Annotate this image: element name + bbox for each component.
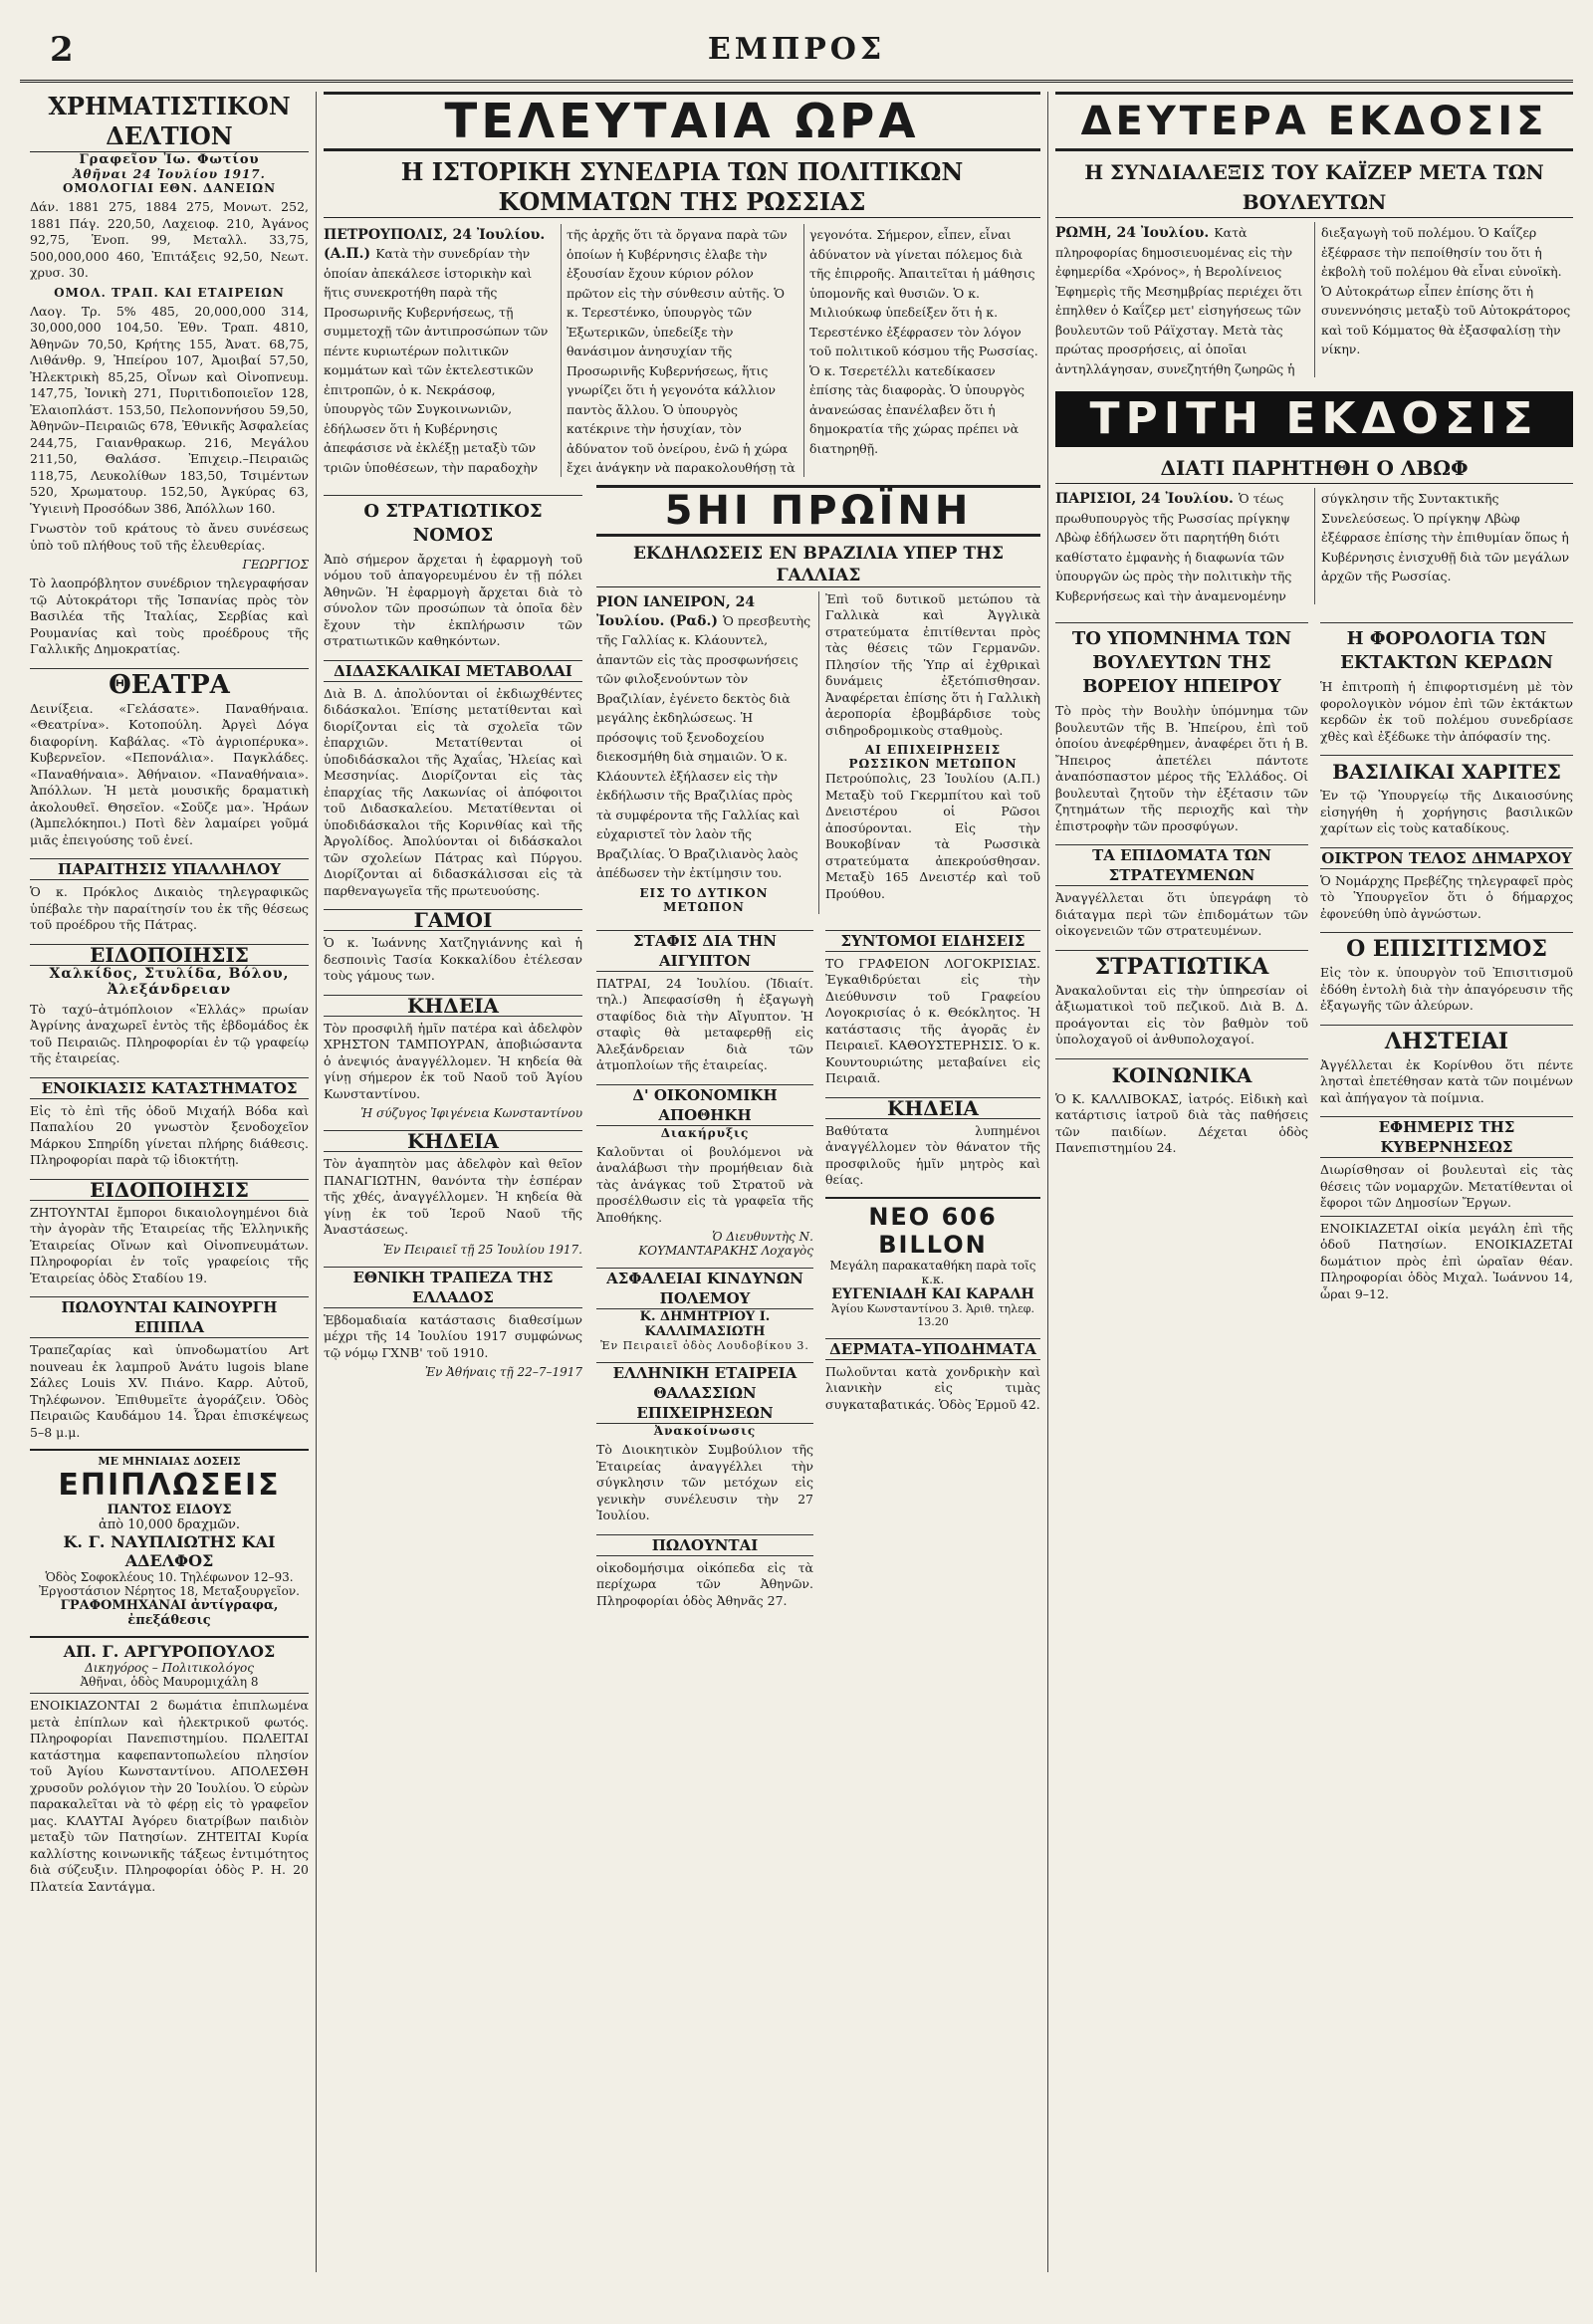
- finance-date: Ἀθῆναι 24 Ἰουλίου 1917.: [73, 167, 266, 181]
- royal-heading: ΒΑΣΙΛΙΚΑΙ ΧΑΡΙΤΕΣ: [1320, 755, 1573, 784]
- furniture-ad: [30, 1449, 309, 1628]
- kaiser-subheadline: Η ΣΥΝΔΙΑΛΕΞΙΣ ΤΟΥ ΚΑΪΖΕΡ ΜΕΤΑ ΤΩΝ ΒΟΥΛΕΥΤΩΝ: [1055, 157, 1573, 218]
- military-heading: ΣΤΡΑΤΙΩΤΙΚΑ: [1055, 950, 1308, 979]
- lvov-text: Ὁ τέως πρωθυπουργὸς τῆς Ρωσσίας πρίγκηψ Λβὼφ ἐδήλωσεν ὅτι παρητήθη διότι καθίστατο ἐμφανὴς ἡ διαφωνία τῶν ὑπουργῶν ὡς πρὸς τὴν πολιτικὴν τῆς Κυβερνήσεως καὶ τὴν ἀναμενομένην σύγκλησιν τῆς Συντακτικῆς Συνελεύσεως. Ὁ πρίγκηψ Λβὼφ ἐξέφρασε ἐπίσης τὴν ἐπιθυμίαν ὅπως ἡ Κυβέρνησις ἐνισχυθῇ διὰ τῶν μεγάλων ἀρχῶν τῆς Ρωσσίας.: [1055, 491, 1570, 603]
- raisin-text: ΠΑΤΡΑΙ, 24 Ἰουλίου. (Ἰδιαίτ. τηλ.) Ἀπεφασίσθη ἡ ἐξαγωγὴ σταφίδος διὰ τὴν Αἴγυπτον. Ἡ σταφὶς θὰ μεταφερθῇ εἰς Ἀλεξάνδρειαν διὰ τῶν ἀτμοπλοίων τῆς ἑταιρείας.: [596, 975, 813, 1072]
- robbery-heading: ΛΗΣΤΕΙΑΙ: [1320, 1025, 1573, 1053]
- main-dateline: ΠΕΤΡΟΥΠΟΛΙΣ, 24 Ἰουλίου. (Α.Π.): [324, 227, 546, 262]
- third-edition-headline: ΤΡΙΤΗ ΕΚΔΟΣΙΣ: [1055, 391, 1573, 447]
- for-sale-heading: ΠΩΛΟΥΝΤΑΙ: [596, 1534, 813, 1556]
- kaiser-dateline: ΡΩΜΗ, 24 Ἰουλίου.: [1055, 225, 1210, 241]
- neo-billon-text: Μεγάλη παρακαταθήκη παρὰ τοῖς κ.κ.: [829, 1258, 1036, 1286]
- thanks-text: Τὸν προσφιλῆ ἡμῖν πατέρα καὶ ἀδελφὸν ΧΡΗΣΤΟΝ ΤΑΜΠΟΥΡΑΝ, ἀποβιώσαντα ὁ ἀνεψιός ἀναγγέλλομεν. Ἡ κηδεία θὰ γίνῃ σήμερον ἐκ τοῦ Ναοῦ τοῦ Ἁγίου Κωνσταντίνου.: [324, 1020, 582, 1101]
- ad-subline-2: ἀπὸ 10,000 δραχμῶν.: [98, 1517, 241, 1532]
- theatre-heading: ΘΕΑΤΡΑ: [30, 668, 309, 697]
- news-text: Γνωστὸν τοῦ κράτους τὸ ἄνευ συνέσεως ὑπὸ τοῦ πλήθους τοῦ τῆς ἐλευθερίας.: [30, 521, 309, 553]
- center-right-lower-right: [825, 920, 1040, 1614]
- teachers-text: Διὰ Β. Δ. ἀπολύονται οἱ ἐκδιωχθέντες διδάσκαλοι. Ἐπίσης μετατίθενται καὶ διορίζονται εἰς τὰ σχολεῖα τῶν ἐπαρχιῶν. Μετατίθενται οἱ ὑποδιδάσκαλοι τῆς Ἀχαΐας, Ἠλείας καὶ Μεσσηνίας. Διορίζονται εἰς τὰς ἐπαρχίας τῆς Λακωνίας οἱ ἀπόφοιτοι τοῦ Διδασκαλείου. Μετατίθενται οἱ ὑποδιδάσκαλοι τῆς Κορινθίας καὶ τῆς Ἀργολίδος. Ἀπολύονται οἱ διδάσκαλοι τῶν σχολείων Πάτρας καὶ Πύργου. Διορίζονται αἱ διδασκάλισσαι εἰς τὰ παρθεναγωγεῖα τῆς πρωτευούσης.: [324, 685, 582, 898]
- mayor-heading: ΟΙΚΤΡΟΝ ΤΕΛΟΣ ΔΗΜΑΡΧΟΥ: [1321, 848, 1572, 867]
- western-front-heading: ΕΙΣ ΤΟ ΔΥΤΙΚΟΝ ΜΕΤΩΠΟΝ: [639, 885, 769, 914]
- funeral-date: Ἐν Πειραιεῖ τῇ 25 Ἰουλίου 1917.: [382, 1242, 582, 1257]
- theatre-text: Δεινίξεια. «Γελάσατε». Παναθήναια. «Θεατρίνα». Κοτοπούλη. Ἀργεὶ Δόγα διαφορίνη. Καβάλας. «Τὸ ἀγριοπέρυκα». Κυβερνεῖον. «Πεπονάλια». Παγκλάδες. «Παναθήναια». Ἀθήναιον. «Παναθήναια». Ἀπόλλων. Ἡ μετὰ μουσικῆς δραματικὴ ἀκολουθεῖ. Θησεῖον. «Σοῦζε μα». Ἠράων (Ἀμπελόκηποι.) Ποτὶ δὲν λαμαίρει γοῦμά μιᾶς ἐπειγούσης τοῦ ἐνεί.: [30, 700, 309, 847]
- page-number: 2: [50, 30, 74, 70]
- bank-heading: ΕΘΝΙΚΗ ΤΡΑΠΕΖΑ ΤΗΣ ΕΛΛΑΔΟΣ: [324, 1267, 582, 1308]
- funeral-text: Τὸν ἀγαπητὸν μας ἀδελφὸν καὶ θεῖον ΠΑΝΑΓΙΩΤΗΝ, θανόντα τὴν ἑσπέραν τῆς χθές, ἀναγγέλλομεν. Ἡ κηδεία θὰ γίνῃ ἐκ τοῦ Ἱεροῦ Ναοῦ τῆς Ἀναστάσεως.: [324, 1156, 582, 1237]
- tax-text: Ἡ ἐπιτροπὴ ἡ ἐπιφορτισμένη μὲ τὸν φορολογικὸν νόμον ἐπὶ τῶν ἐκτάκτων κερδῶν ἐκ τοῦ πολέμου συνεδρίασε χθὲς καὶ ἐξέδωκε τὴν ἀπόφασίν της.: [1320, 679, 1573, 744]
- second-edition-headline: ΔΕΥΤΕΡΑ ΕΚΔΟΣΙΣ: [1055, 92, 1573, 151]
- finance-subheading-3: ΟΜΟΛ. ΤΡΑΠ. ΚΑΙ ΕΤΑΙΡΕΙΩΝ: [54, 285, 285, 300]
- ad-firm: Κ. Γ. ΝΑΥΠΛΙΩΤΗΣ ΚΑΙ ΑΔΕΛΦΟΣ: [63, 1532, 276, 1570]
- funeral-heading: ΚΗΔΕΙΑ: [324, 1130, 582, 1152]
- masthead: [20, 20, 1573, 83]
- social-text: Ὁ Κ. ΚΑΛΛΙΒΟΚΑΣ, ἰατρός. Εἰδικὴ καὶ κατάρτισις ἰατροῦ διὰ τὰς παθήσεις τῶν παιδίων. Δέχεται ὁδὸς Πανεπιστημίου 24.: [1055, 1090, 1308, 1155]
- teachers-heading: ΔΙΔΑΣΚΑΛΙΚΑΙ ΜΕΤΑΒΟΛΑΙ: [324, 660, 582, 682]
- russian-front-text: Πετρούπολις, 23 Ἰουλίου (Α.Π.) Μεταξὺ τοῦ Γκερμπίτου καὶ τοῦ Δνειστέρου οἱ Ρῶσοι ἀποσύρονται. Εἰς τὴν Βουκοβίναν τὰ Ρωσσικὰ στρατεύματα ἀπεκρούσθησαν. Μεταξὺ 165 Δνειστέρ καὶ τοῦ Προύθου.: [825, 771, 1040, 901]
- warehouse-heading: Δ' ΟΙΚΟΝΟΜΙΚΗ ΑΠΟΘΗΚΗ: [596, 1084, 813, 1126]
- for-sale-text: οἰκοδομήσιμα οἰκόπεδα εἰς τὰ περίχωρα τῶν Ἀθηνῶν. Πληροφορίαι ὁδὸς Ἀθηνᾶς 27.: [596, 1559, 813, 1608]
- neo-billon-address: Ἁγίου Κωνσταντίνου 3. Ἀριθ. τηλεφ. 13.20: [831, 1301, 1034, 1328]
- brazil-text: Ὁ πρεσβευτὴς τῆς Γαλλίας κ. Κλάουντελ, ἀπαντῶν εἰς τὰς προσφωνήσεις τῶν φιλοξενούντων τὸν Βραζιλίαν, ἐγένετο δεκτὸς διὰ μεγάλης ἐκδηλώσεως. Ἡ πρόσοψις τοῦ ξενοδοχείου διεκοσμήθη διὰ σημαιῶν. Ὁ κ. Κλάουντελ ἐξήλασεν εἰς τὴν ἐκδήλωσιν τῆς Βραζιλίας πρὸς τὰ συμφέροντα τῆς Γαλλίας καὶ εὐχαριστεῖ τὸν λαὸν τῆς Βραζιλίας. Ὁ Βραζιλιανὸς λαὸς ἀπέδωσεν τὴν ἐκτίμησιν του.: [596, 612, 811, 880]
- rent-heading: ΕΝΟΙΚΙΑΣΙΣ ΚΑΤΑΣΤΗΜΑΤΟΣ: [30, 1077, 309, 1099]
- maritime-subheading: Ἀνακοίνωσις: [653, 1424, 757, 1438]
- furniture-heading: ΠΩΛΟΥΝΤΑΙ ΚΑΙΝΟΥΡΓΗ ΕΠΙΠΛΑ: [30, 1296, 309, 1338]
- finance-subheading: Γραφεῖον Ἰω. Φωτίου: [79, 152, 260, 167]
- memo-text: Τὸ πρὸς τὴν Βουλὴν ὑπόμνημα τῶν βουλευτῶν τῆς Β. Ἠπείρου, ἐπὶ τοῦ ὁποίου ἀνεφέρθημεν, ἀναφέρει ὅτι ἡ Β. Ἤπειρος ἀπετέλει πάντοτε ἀναπόσπαστον μέρος τῆς Ἑλλάδος. Οἱ βουλευταὶ ζητοῦν τὴν ἐξέτασιν τῶν ζητημάτων τῆς περιοχῆς καὶ τὴν ἐπιστροφὴν τῶν προσφύγων.: [1055, 703, 1308, 833]
- supply-text: Εἰς τὸν κ. ὑπουργὸν τοῦ Ἐπισιτισμοῦ ἐδόθη ἐντολὴ διὰ τὴν ἀπαγόρευσιν τῆς ἐξαγωγῆς τῶν ἀλεύρων.: [1320, 965, 1573, 1013]
- kaiser-article: [1055, 222, 1573, 377]
- military-text: Ἀνακαλοῦνται εἰς τὴν ὑπηρεσίαν οἱ ἀξιωματικοὶ τοῦ πεζικοῦ. Διὰ Β. Δ. προάγονται εἰς τὸν βαθμὸν τοῦ ὑπολοχαγοῦ οἱ ἀνθυπολοχαγοί.: [1055, 982, 1308, 1046]
- left-column: [30, 92, 309, 2272]
- notice-text: Τὸ ταχύ–ἀτμόπλοιον «Ἑλλάς» πρωίαν Ἀγρίνης ἀναχωρεῖ ἐντὸς τῆς ἑβδομάδος ἐκ τοῦ Πειραιῶς. Πληροφορίαι ἐν τῷ γραφείῳ τῆς ἑταιρείας.: [30, 1001, 309, 1065]
- main-headline: ΤΕΛΕΥΤΑΙΑ ΩΡΑ: [324, 92, 1040, 151]
- bank-signature: Ἐν Ἀθήναις τῇ 22–7–1917: [424, 1365, 582, 1379]
- lvov-dateline: ΠΑΡΙΣΙΟΙ, 24 Ἰουλίου.: [1055, 491, 1234, 507]
- lawyer-name: ΑΠ. Γ. ΑΡΓΥΡΟΠΟΥΛΟΣ: [63, 1642, 276, 1661]
- ad-footer: ΓΡΑΦΟΜΗΧΑΝΑΙ ἀντίγραφα, ἐπεξάθεσις: [60, 1598, 279, 1628]
- funeral-heading-2: ΚΗΔΕΙΑ: [825, 1097, 1040, 1119]
- news-signature: ΓΕΩΡΓΙΟΣ: [242, 558, 309, 572]
- western-front-text: Ἐπὶ τοῦ δυτικοῦ μετώπου τὰ Γαλλικὰ καὶ Ἀγγλικὰ στρατεύματα ἐπιτίθενται πρὸς τὰς θέσεις τῶν Γερμανῶν. Πλησίον τῆς Ὑπρ αἱ ἐχθρικαὶ δυνάμεις ἐξετόπισθησαν. Ἀναφέρεται ἐπίσης ὅτι ἡ Γαλλικὴ ἀεροπορία ἐβομβάρδισε τοὺς σιδηροδρομικοὺς σταθμοὺς.: [825, 590, 1040, 738]
- newspaper-title: ΕΜΠΡΟΣ: [707, 32, 886, 67]
- right-lower-left: [1055, 612, 1308, 1306]
- russian-front-heading: ΑΙ ΕΠΙΧΕΙΡΗΣΕΙΣ ΡΩΣΣΙΚΟΝ ΜΕΤΩΠΟΝ: [848, 743, 1018, 771]
- funeral-text-2: Βαθύτατα λυπημένοι ἀναγγέλλομεν τὸν θάνατον τῆς προσφιλοῦς ἡμῖν μητρὸς καὶ θείας.: [825, 1122, 1040, 1187]
- column-rule: [316, 92, 317, 2272]
- royal-text: Ἐν τῷ Ὑπουργείῳ τῆς Δικαιοσύνης εἰσηγήθη ἡ χορήγησις βασιλικῶν χαρίτων εἰς τοὺς καταδίκους.: [1320, 788, 1573, 835]
- mayor-text: Ὁ Νομάρχης Πρεβέζης τηλεγραφεῖ πρὸς τὸ Ὑπουργεῖον ὅτι ὁ δήμαρχος ἐφονεύθη ὑπὸ ἀγνώστων.: [1320, 872, 1573, 921]
- law-heading: Ο ΣΤΡΑΤΙΩΤΙΚΟΣ ΝΟΜΟΣ: [324, 495, 582, 548]
- main-text: Κατὰ τὴν συνεδρίαν τὴν ὁποίαν ἀπεκάλεσε ἱστορικὴν καὶ ἥτις συνεκροτήθη παρὰ τῆς Προσωρινῆς Κυβερνήσεως, τῇ συμμετοχῇ τῶν ἀντιπροσώπων τῶν πέντε κυριωτέρων πολιτικῶν κομμάτων καὶ τῶν ἐκτελεστικῶν ἐπιτροπῶν, ὁ κ. Νεκράσοφ, ὑπουργὸς τῶν Συγκοινωνιῶν, ἐδήλωσεν ὅτι ἡ Κυβέρνησις ἀπεφάσισε νὰ ἐκλέξῃ μεταξὺ τῶν τριῶν ὑποθέσεων, τὴν παραδοχὴν τῆς ἀρχῆς ὅτι τὰ ὄργανα παρὰ τῶν ὁποίων ἡ Κυβέρνησις ἐλαβε τὴν ἐξουσίαν ἔχουν κύριον ρόλον πρῶτον εἰς τὴν σύνθεσιν αὐτῆς. Ὁ κ. Τερεστένκο, ὑπουργὸς τῶν Ἐξωτερικῶν, ὑπεδείξε τὴν θανάσιμον ἀνησυχίαν τῆς Προσωρινῆς Κυβερνήσεως, ἥτις γνωρίζει ὅτι ἡ γεγονότα κάλλιον παντὸς ἄλλου. Ὁ ὑπουργὸς κατέκρινε τὴν ἡσυχίαν, τὸν ἀδύνατον τοῦ ὀνείρου, ἐνῶ ἡ χώρα ἔχει ἀνάγκην νὰ παρακολουθήσῃ τὰ γεγονότα. Σήμερον, εἶπεν, εἶναι ἀδύνατον νὰ γίνεται πόλεμος διὰ τῆς ἐπιρροῆς. Ἀπαιτεῖται ἡ μάθησις ὑπομονῆς καὶ θυσιῶν. Ὁ κ. Μιλιούκωφ ὑπεδείξεν ὅτι ἡ κ. Τερεστένκο ἐξέφρασεν τὸν λόγον τοῦ πολιτικοῦ κόσμου τῆς Ρωσσίας. Ὁ κ. Τσερετέλλι κατεδίκασεν ἐπίσης τὰς διαφορὰς. Ὁ ὑπουργὸς ἀνανεώσας ἐπανέλαβεν ὅτι ἡ δημοκρατία τῆς χώρας πρέπει νὰ διατηρηθῇ.: [324, 227, 1038, 475]
- lawyer-title: Δικηγόρος – Πολιτικολόγος: [85, 1661, 254, 1675]
- finance-heading: ΧΡΗΜΑΤΙΣΤΙΚΟΝ ΔΕΛΤΙΟΝ: [30, 92, 309, 152]
- furniture-text: Τραπεζαρίας καὶ ὑπνοδωματίου Art nouveau ἐκ λαμπροῦ Ἀνάτυ lugois blane Σάλες Louis XV. Πιάνο. Καρρ. Αὐτοῦ, Τηλέφωνον. Ἐπιθυμεῖτε ἀγοράζειν. Ὁδὸς Πειραιῶς Καυδάμου 14. Ὧραι ἐπισκέψεως 5–8 μ.μ.: [30, 1342, 309, 1440]
- notice-heading: ΕΙΔΟΠΟΙΗΣΙΣ: [30, 944, 309, 966]
- gazette-heading: ΕΦΗΜΕΡΙΣ ΤΗΣ ΚΥΒΕΡΝΗΣΕΩΣ: [1320, 1116, 1573, 1158]
- weddings-heading: ΓΑΜΟΙ: [324, 909, 582, 931]
- lvov-subheadline: ΔΙΑΤΙ ΠΑΡΗΤΗΘΗ Ο ΛΒΩΦ: [1055, 453, 1573, 484]
- column-rule: [1047, 92, 1048, 2272]
- robbery-text: Ἀγγέλλεται ἐκ Κορίνθου ὅτι πέντε λησταὶ ἐπετέθησαν κατὰ τῶν ποιμένων καὶ ἀπήγαγον τὰ ποίμνια.: [1320, 1056, 1573, 1105]
- finance-text-2: Λαογ. Τρ. 5% 485, 20,000,000 314, 30,000,000 104,50. Ἐθν. Τραπ. 4810, Ἀθηνῶν 70,50, Κρήτης 155, Ἀνατ. 68,75, Λιθάνθρ. 9, Ἠπείρου 107, Ἀμοιβαί 57,50, Ἠλεκτρικὴ 85,25, Οἶνων καὶ Οἰνοπνευμ. 147,75, Ἰονικὴ 271, Πυριτιδοποιεῖον 128, Ἐλαιοπλάστ. 153,50, Πελοποννήσου 59,50, Ἀθηνῶν–Πειραιῶς 678, Ἐθνικῆς Ἀσφαλείας 244,75, Γαιανθρακωρ. 216, Μεγάλου 211,50, Θαλάσσ. Ἐπιχειρ.–Πειραιῶς 118,75, Λευκολίθων 183,50, Τσιμέντων 520, Χρωματουρ. 152,50, Ἀγκύρας 63, Ὑγιεινὴ Προσόδων 386, Ἀπόλλων 160.: [30, 303, 309, 516]
- brazil-dateline: ΡΙΟΝ ΙΑΝΕΙΡΟΝ, 24 Ἰουλίου. (Ραδ.): [596, 593, 756, 629]
- allowances-heading: ΤΑ ΕΠΙΔΟΜΑΤΑ ΤΩΝ ΣΤΡΑΤΕΥΜΕΝΩΝ: [1055, 844, 1308, 886]
- notice-text-2: ΖΗΤΟΥΝΤΑΙ ἔμποροι δικαιολογημένοι διὰ τὴν ἀγορὰν τῆς Ἑταιρείας τῆς Ἑλληνικῆς Ἑταιρείας Οἴνων καὶ Οἰνοπνευμάτων. Πληροφορίαι ἐν τοῖς γραφείοις τῆς Ἑταιρείας ὁδὸς Σταδίου 19.: [30, 1204, 309, 1285]
- news-text-2: Τὸ λαοπρόβλητον συνέδριον τηλεγραφήσαν τῷ Αὐτοκράτορι τῆς Ἰσπανίας πρὸς τὸν Βασιλέα τῆς Ἰταλίας, Σερβίας καὶ Ρουμανίας καὶ τοὺς προέδρους τῆς Γαλλικῆς Δημοκρατίας.: [30, 576, 309, 656]
- center-right-block: [596, 485, 1040, 1614]
- neo-billon-firm: ΕΥΓΕΝΙΑΔΗ ΚΑΙ ΚΑΡΑΛΗ: [831, 1285, 1034, 1302]
- center-lower: [324, 485, 1040, 1614]
- notice-heading-2: ΕΙΔΟΠΟΙΗΣΙΣ: [30, 1179, 309, 1201]
- ad-headline: ΕΠΙΠΛΩΣΕΙΣ: [58, 1468, 281, 1503]
- kaiser-text: Κατὰ πληροφορίας δημοσιευομένας εἰς τὴν ἐφημερίδα «Χρόνος», ἡ Βερολίνειος Ἐφημερὶς τῆς Μεσημβρίας περιέχει ὅτι ἐπηλθεν ὁ Καΐζερ μετ' εἰσηγήσεως τῶν βουλευτῶν τοῦ Ράϊχσταγ. Μετὰ τὰς πρώτας προσρήσεις, αἱ ὁποῖαι ἀντηλλάγησαν, συνεζητήθη ζωηρῶς ἡ διεξαγωγὴ τοῦ πολέμου. Ὁ Καΐζερ ἐξέφρασε τὴν πεποίθησίν του ὅτι ἡ ἐκβολὴ τοῦ πολέμου θὰ εἶναι εὐνοϊκὴ. Ὁ Αὐτοκράτωρ εἶπεν ἐπίσης ὅτι ἡ συνεννόησις μεταξὺ τοῦ Αὐτοκράτορος καὶ τοῦ Κόμματος θὰ ἐξασφαλίσῃ τὴν νίκην.: [1055, 225, 1571, 376]
- lawyer-ad: [30, 1636, 309, 1689]
- maritime-heading: ΕΛΛΗΝΙΚΗ ΕΤΑΙΡΕΙΑ ΘΑΛΑΣΣΙΩΝ ΕΠΙΧΕΙΡΗΣΕΩΝ: [596, 1362, 813, 1424]
- notice-resignation-heading: ΠΑΡΑΙΤΗΣΙΣ ΥΠΑΛΛΗΛΟΥ: [30, 858, 309, 880]
- right-column: [1055, 92, 1573, 2272]
- center-right-lower: [596, 920, 1040, 1614]
- rent-classifieds: ΕΝΟΙΚΙΑΖΕΤΑΙ οἰκία μεγάλη ἐπὶ τῆς ὁδοῦ Πατησίων. ΕΝΟΙΚΙΑΖΕΤΑΙ δωμάτιον πρὸς ἐπὶ ὡραῖαν θέαν. Πληροφορίαι ὁδὸς Μιχαλ. Ἰωάννου 14, ὧραι 9–12.: [1320, 1216, 1573, 1303]
- right-lower: [1055, 612, 1573, 1306]
- social-heading: ΚΟΙΝΩΝΙΚΑ: [1055, 1058, 1308, 1087]
- gazette-text: Διωρίσθησαν οἱ βουλευταὶ εἰς τὰς θέσεις τῶν νομαρχῶν. Μετατίθενται οἱ ἔφοροι τῶν Δημοσίων Ἔργων.: [1320, 1162, 1573, 1210]
- allowances-text: Ἀναγγέλλεται ὅτι ὑπεγράφη τὸ διάταγμα περὶ τῶν ἐπιδομάτων τῶν οἰκογενειῶν τῶν στρατευμένων.: [1055, 890, 1308, 938]
- thanks-signature: Ἡ σύζυγος Ἰφιγένεια Κωνσταντίνου: [360, 1106, 582, 1120]
- center-left-block: [324, 485, 582, 1614]
- notice-subheading: Χαλκίδος, Στυλίδα, Βόλου, Ἀλεξάνδρειαν: [49, 965, 290, 998]
- main-article: [324, 224, 1040, 477]
- leather-heading: ΔΕΡΜΑΤΑ–ΥΠΟΔΗΜΑΤΑ: [825, 1338, 1040, 1360]
- warehouse-text: Καλοῦνται οἱ βουλόμενοι νὰ ἀναλάβωσι τὴν προμήθειαν διὰ τὰς ἀνάγκας τοῦ Στρατοῦ νὰ προσέλθωσιν εἰς τὰ γραφεῖα τῆς Ἀποθήκης.: [596, 1143, 813, 1225]
- ad-subline: ΠΑΝΤΟΣ ΕΙΔΟΥΣ: [107, 1503, 232, 1517]
- finance-subheading-2: ΟΜΟΛΟΓΙΑΙ ΕΘΝ. ΔΑΝΕΙΩΝ: [62, 181, 277, 195]
- maritime-text: Τὸ Διοικητικὸν Συμβούλιον τῆς Ἑταιρείας ἀναγγέλλει τὴν σύγκλησιν τῶν μετόχων εἰς γενικὴν συνέλευσιν τὴν 27 Ἰουλίου.: [596, 1442, 813, 1522]
- weddings-text: Ὁ κ. Ἰωάννης Χατζηγιάννης καὶ ἡ δεσποινὶς Τασία Κοκκαλίδου ἐτέλεσαν τοὺς γάμους των.: [324, 935, 582, 983]
- thanks-heading: ΚΗΔΕΙΑ: [324, 995, 582, 1017]
- memo-heading: ΤΟ ΥΠΟΜΝΗΜΑ ΤΩΝ ΒΟΥΛΕΥΤΩΝ ΤΗΣ ΒΟΡΕΙΟΥ ΗΠΕΙΡΟΥ: [1055, 622, 1308, 699]
- right-lower-right: [1320, 612, 1573, 1306]
- lawyer-address: Ἀθῆναι, ὁδὸς Μαυρομιχάλη 8: [80, 1675, 259, 1689]
- finance-text: Δάν. 1881 275, 1884 275, Μονωτ. 252, 1881 Πάγ. 220,50, Λαχειοφ. 210, Ἀγάνος 92,75, Ἑνοπ. 99, Μεταλλ. 33,75, 500,000,000 460, Ἐπιτάξεις 92,50, Νεωτ. χρυσ. 30.: [30, 199, 309, 280]
- leather-text: Πωλοῦνται κατὰ χονδρικὴν καὶ λιανικὴν εἰς τιμὰς συγκαταβατικάς. Ὁδὸς Ἐρμοῦ 42.: [825, 1363, 1040, 1412]
- warehouse-signature: Ὁ Διευθυντὴς Ν. ΚΟΥΜΑΝΤΑΡΑΚΗΣ Λοχαγὸς: [638, 1230, 813, 1258]
- brazil-article: [596, 591, 1040, 914]
- tax-heading: Η ΦΟΡΟΛΟΓΙΑ ΤΩΝ ΕΚΤΑΚΤΩΝ ΚΕΡΔΩΝ: [1320, 622, 1573, 675]
- rent-text: Εἰς τὸ ἐπὶ τῆς ὁδοῦ Μιχαήλ Βόδα καὶ Παπαλίου 20 γνωστὸν ξενοδοχεῖον Μάρκου Σπηρίδη γίνεται πλήρης διάθεσις. Πληροφορίαι παρὰ τῷ ἰδιοκτήτῃ.: [30, 1102, 309, 1167]
- supply-heading: Ο ΕΠΙΣΙΤΙΣΜΟΣ: [1320, 932, 1573, 961]
- morning-headline: 5ΗΙ ΠΡΩΪΝΗ: [596, 485, 1040, 537]
- law-text: Ἀπὸ σήμερον ἄρχεται ἡ ἐφαρμογὴ τοῦ νόμου τοῦ ἀπαγορευμένου ἐν τῇ πόλει Ἀθηνῶν. Ἡ ἐφαρμογὴ ἄρχεται διὰ τὸ σύνολον τῶν προσώπων τὰ ὁποῖα δὲν ἔχουν τὴν ἐκπλήρωσιν τῶν στρατιωτικῶν καθηκόντων.: [324, 551, 582, 648]
- ad-address: Ὁδὸς Σοφοκλέους 10. Τηλέφωνον 12–93. Ἐργοστάσιον Νέρητος 18, Μεταξουργεῖον.: [39, 1570, 300, 1598]
- raisin-heading: ΣΤΑΦΙΣ ΔΙΑ ΤΗΝ ΑΙΓΥΠΤΟΝ: [596, 930, 813, 972]
- brazil-subheadline: ΕΚΔΗΛΩΣΕΙΣ ΕΝ ΒΡΑΖΙΛΙΑ ΥΠΕΡ ΤΗΣ ΓΑΛΛΙΑΣ: [596, 543, 1040, 587]
- classifieds: ΕΝΟΙΚΙΑΖΟΝΤΑΙ 2 δωμάτια ἐπιπλωμένα μετὰ ἐπίπλων καὶ ἠλεκτρικοῦ φωτός. Πληροφορίαι Πανεπιστημίου. ΠΩΛΕΙΤΑΙ κατάστημα καφεπαντοπωλείου πλησίον τοῦ Ἀγίου Κωνσταντίνου. ΑΠΟΛΕΣΘΗ χρυσοῦν ρολόγιον τὴν 20 Ἰουλίου. Ὁ εὑρὼν παρακαλεῖται νὰ τὸ φέρῃ εἰς τὸ γραφεῖον μας. ΚΛΑΥΤΑΙ Ἀγόρευ διατρίβων παιδιὸν μεταξὺ τῶν Πατησίων. ΖΗΤΕΙΤΑΙ Κυρία καλλίστης κοινωνικῆς τάξεως ἐντιμότητος διὰ σύζευξιν. Πληροφορίαι ὁδὸς Ρ. Η. 20 Πλατεία Σαντάγμα.: [30, 1693, 309, 1895]
- notice-resignation-text: Ὁ κ. Πρόκλος Δικαιὸς τηλεγραφικῶς ὑπέβαλε τὴν παραίτησίν του ἐκ τῆς θέσεως τοῦ προέδρου τῆς Πάτρας.: [30, 884, 309, 932]
- lvov-article: [1055, 488, 1573, 604]
- bank-text: Ἑβδομαδιαία κατάστασις διαθεσίμων μέχρι τῆς 14 Ἰουλίου 1917 συμφώνως τῷ νόμῳ ΓΧΝΒ' τοῦ 1910.: [324, 1311, 582, 1360]
- news-brief-heading: ΣΥΝΤΟΜΟΙ ΕΙΔΗΣΕΙΣ: [825, 930, 1040, 952]
- center-column: [324, 92, 1040, 2272]
- main-subheadline: Η ΙΣΤΟΡΙΚΗ ΣΥΝΕΔΡΙΑ ΤΩΝ ΠΟΛΙΤΙΚΩΝ ΚΟΜΜΑΤΩΝ ΤΗΣ ΡΩΣΣΙΑΣ: [324, 157, 1040, 218]
- insurance-address: Ἐν Πειραιεῖ ὁδὸς Λουδοβίκου 3.: [600, 1339, 809, 1352]
- neo-billon-title: ΝΕΟ 606 BILLON: [868, 1202, 998, 1259]
- newspaper-page: [20, 20, 1573, 2284]
- insurance-heading: ΑΣΦΑΛΕΙΑΙ ΚΙΝΔΥΝΩΝ ΠΟΛΕΜΟΥ: [596, 1268, 813, 1309]
- insurance-firm: Κ. ΔΗΜΗΤΡΙΟΥ Ι. ΚΑΛΛΙΜΑΣΙΩΤΗ: [639, 1309, 771, 1339]
- ad-top-line: ΜΕ ΜΗΝΙΑΙΑΣ ΔΟΣΕΙΣ: [98, 1455, 241, 1468]
- news-brief-text: ΤΟ ΓΡΑΦΕΙΟΝ ΛΟΓΟΚΡΙΣΙΑΣ. Ἐγκαθιδρύεται εἰς τὴν Διεύθυνσιν τοῦ Γραφείου Λογοκρισίας ὁ κ. Θεόκλητος. Ἡ κατάστασις τῆς ἀγορᾶς ἐν Πειραιεῖ. ΚΑΘΟΥΣΤΕΡΗΣΙΣ. Ὁ κ. Κουντουριώτης μεταβαίνει εἰς Πειραιᾶ.: [825, 955, 1040, 1085]
- warehouse-subheading: Διακήρυξις: [660, 1125, 750, 1140]
- center-right-lower-left: [596, 920, 813, 1614]
- neo-billon-ad: [825, 1197, 1040, 1328]
